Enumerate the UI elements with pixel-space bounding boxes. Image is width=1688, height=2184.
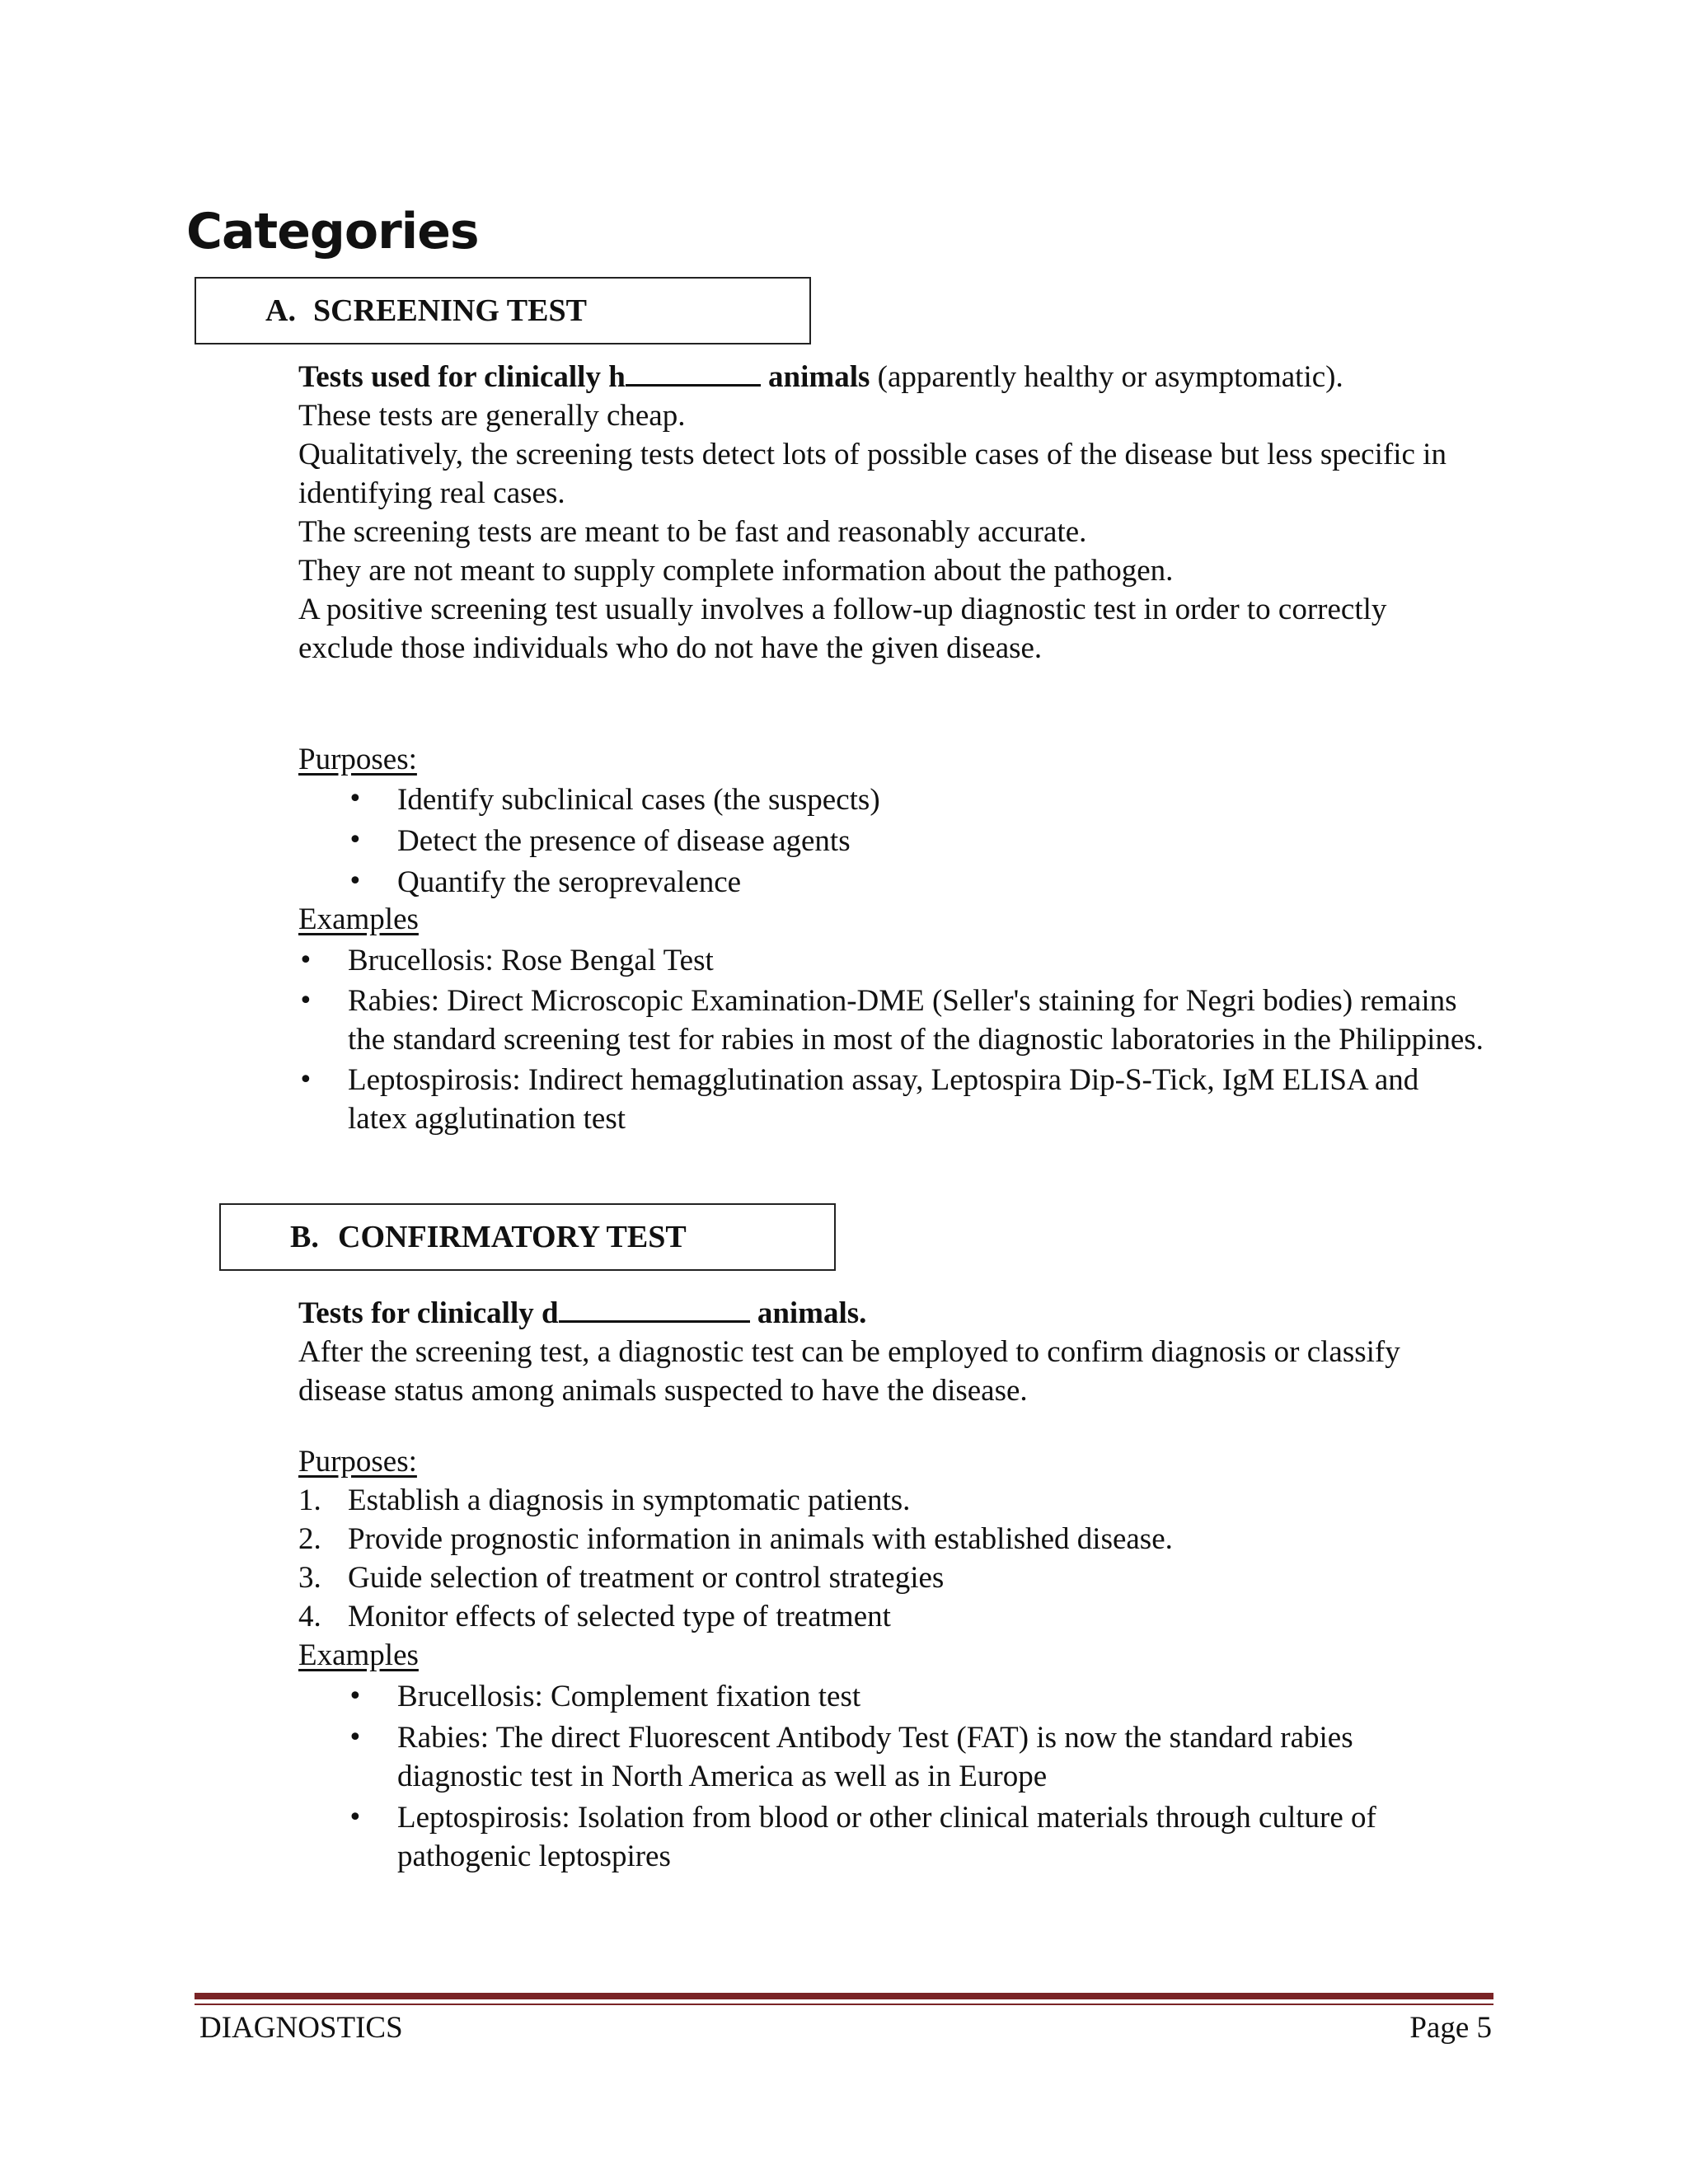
screening-purposes <box>298 740 1493 779</box>
screening-line: These tests are generally cheap. <box>298 399 686 433</box>
section-letter: A. <box>265 293 296 328</box>
list-number: 4. <box>298 1600 321 1633</box>
examples-label: Examples <box>298 1638 419 1672</box>
list-number: 1. <box>298 1483 321 1517</box>
screening-line: The screening tests are meant to be fast and reasonably accurate. <box>298 515 1087 549</box>
confirmatory-examples <box>298 1636 1493 1675</box>
page-title: Categories <box>186 203 479 260</box>
lead-rest: (apparently healthy or asymptomatic). <box>870 360 1343 394</box>
screening-intro <box>298 358 1493 668</box>
examples-label: Examples <box>298 902 419 936</box>
lead-bold-start: Tests used for clinically h <box>298 360 626 394</box>
section-heading-text: CONFIRMATORY TEST <box>338 1220 687 1254</box>
footer-rule <box>195 1993 1493 1999</box>
list-item: • Brucellosis: Complement fixation test <box>348 1677 1493 1716</box>
list-text: Establish a diagnosis in symptomatic patients. <box>348 1483 911 1517</box>
section-letter: B. <box>290 1220 319 1254</box>
list-item: • Quantify the seroprevalence <box>348 862 1493 903</box>
list-item: • Rabies: The direct Fluorescent Antibody Test (FAT) is now the standard rabies diagnostic test in North America as well as in Europe <box>348 1718 1493 1796</box>
fill-in-blank <box>559 1296 750 1323</box>
screening-examples <box>298 900 1493 939</box>
list-item <box>298 1481 1493 1520</box>
list-number: 3. <box>298 1561 321 1595</box>
lead-bold-start: Tests for clinically d <box>298 1296 559 1330</box>
screening-line: A positive screening test usually involves a follow-up diagnostic test in order to correctly exclude those individuals who do not have the given disease. <box>298 593 1387 665</box>
confirmatory-examples-list <box>348 1677 1493 1876</box>
confirmatory-purposes <box>298 1442 1493 1481</box>
list-text: Monitor effects of selected type of treatment <box>348 1600 891 1633</box>
confirmatory-intro <box>298 1294 1493 1410</box>
fill-in-blank <box>626 359 761 387</box>
list-item <box>298 1597 1493 1636</box>
screening-examples-list <box>298 941 1493 1138</box>
screening-lead <box>298 358 1493 396</box>
list-item: • Leptospirosis: Indirect hemagglutination assay, Leptospira Dip-S-Tick, IgM ELISA and latex agglutination test <box>298 1061 1493 1138</box>
lead-bold-end: animals <box>760 360 870 394</box>
list-item: • Brucellosis: Rose Bengal Test <box>298 941 1493 980</box>
lead-bold-end: animals. <box>749 1296 867 1330</box>
section-heading-confirmatory <box>219 1203 836 1271</box>
section-heading-text: SCREENING TEST <box>313 293 587 328</box>
confirmatory-lead <box>298 1294 1493 1333</box>
purposes-label: Purposes: <box>298 743 417 776</box>
list-item <box>298 1520 1493 1558</box>
list-item: • Identify subclinical cases (the suspects) <box>348 780 1493 821</box>
confirmatory-purposes-list <box>298 1481 1493 1636</box>
footer-title: DIAGNOSTICS <box>199 2011 403 2045</box>
list-item <box>298 1558 1493 1597</box>
list-text: Provide prognostic information in animals with established disease. <box>348 1522 1173 1556</box>
footer-rule-thin <box>195 2004 1493 2005</box>
page-number: Page 5 <box>1409 2011 1492 2045</box>
screening-purposes-list <box>348 780 1493 903</box>
list-item: • Detect the presence of disease agents <box>348 821 1493 862</box>
section-heading-screening <box>195 277 811 344</box>
list-item: • Leptospirosis: Isolation from blood or other clinical materials through culture of pathogenic leptospires <box>348 1798 1493 1876</box>
list-text: Guide selection of treatment or control strategies <box>348 1561 945 1595</box>
purposes-label: Purposes: <box>298 1445 417 1479</box>
list-item: • Rabies: Direct Microscopic Examination-DME (Seller's staining for Negri bodies) remains the standard screening test for rabies in most of the diagnostic laboratories in the Philippines. <box>298 982 1493 1059</box>
list-number: 2. <box>298 1522 321 1556</box>
screening-line: Qualitatively, the screening tests detect lots of possible cases of the disease but less specific in identifying real cases. <box>298 438 1447 510</box>
confirmatory-line: After the screening test, a diagnostic test can be employed to confirm diagnosis or classify disease status among animals suspected to have the disease. <box>298 1335 1400 1408</box>
screening-line: They are not meant to supply complete information about the pathogen. <box>298 554 1174 588</box>
